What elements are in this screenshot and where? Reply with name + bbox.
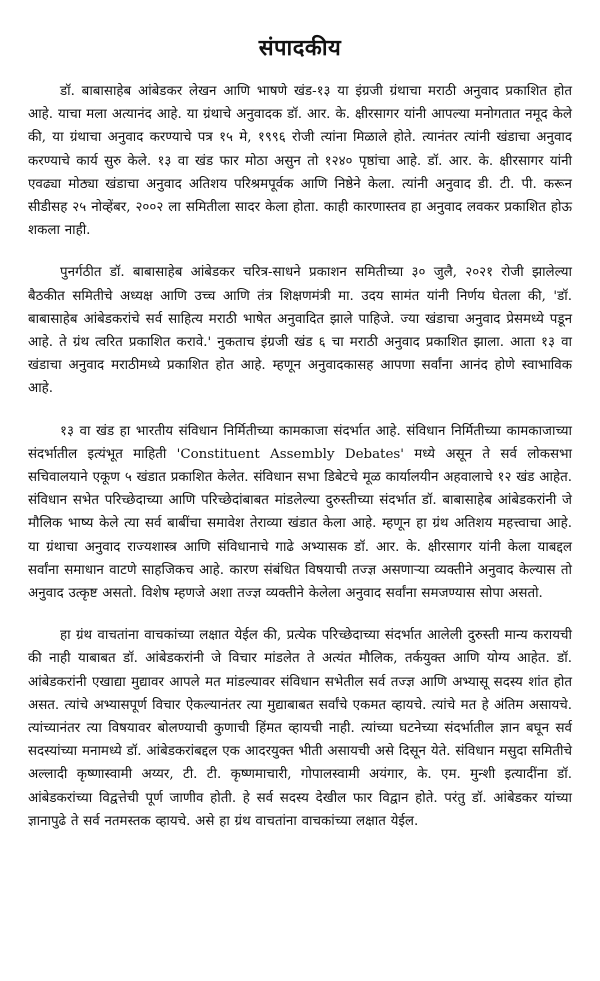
paragraph-3: १३ वा खंड हा भारतीय संविधान निर्मितीच्या कामकाजा संदर्भात आहे. संविधान निर्मितीच्या कामकाजाच्या संदर्भातील इत्यंभूत माहिती 'Constituent Assembly Debates' मध्ये असून ते सर्व लोकसभा सचिवालयाने एकूण ५ खंडात प्रकाशित केलेत. संविधान सभा डिबेटचे मूळ कार्यालयीन अहवालाचे १२ खंड आहेत. संविधान सभेत परिच्छेदाच्या आणि परिच्छेदांबाबत मांडलेल्या दुरुस्तीच्या संदर्भात डॉ. बाबासाहेब आंबेडकरांनी जे मौलिक भाष्य केले त्या सर्व बाबींचा समावेश तेराव्या खंडात केला आहे. म्हणून हा ग्रंथ अतिशय महत्त्वाचा आहे. या ग्रंथाचा अनुवाद राज्यशास्त्र आणि संविधानाचे गाढे अभ्यासक डॉ. आर. के. क्षीरसागर यांनी केला याबद्दल सर्वांना समाधान वाटणे साहजिकच आहे. कारण संबंधित विषयाची तज्ज्ञ असणाऱ्या व्यक्तीने अनुवाद केल्यास तो अनुवाद उत्कृष्ट असतो. विशेष म्हणजे अशा तज्ज्ञ व्यक्तीने केलेला अनुवाद सर्वांना समजण्यास सोपा असतो. (28, 423, 572, 602)
page-title: संपादकीय (258, 35, 342, 61)
paragraph-2: पुनर्गठीत डॉ. बाबासाहेब आंबेडकर चरित्र-साधने प्रकाशन समितीच्या ३० जुलै, २०२१ रोजी झालेल्या बैठकीत समितीचे अध्यक्ष आणि उच्च आणि तंत्र शिक्षणमंत्री मा. उदय सामंत यांनी निर्णय घेतला की, 'डॉ. बाबासाहेब आंबेडकरांचे सर्व साहित्य मराठी भाषेत अनुवादित झाले पाहिजे. ज्या खंडाचा अनुवाद प्रेसमध्ये पडून आहे. ते ग्रंथ त्वरित प्रकाशित करावे.' नुकताच इंग्रजी खंड ६ चा मराठी अनुवाद प्रकाशित झाला. आता १३ वा खंडाचा अनुवाद मराठीमध्ये प्रकाशित होत आहे. म्हणून अनुवादकासह आपणा सर्वांना आनंद होणे स्वाभाविक आहे. (28, 265, 572, 397)
paragraph-1: डॉ. बाबासाहेब आंबेडकर लेखन आणि भाषणे खंड-१३ या इंग्रजी ग्रंथाचा मराठी अनुवाद प्रकाशित होत आहे. याचा मला अत्यानंद आहे. या ग्रंथाचे अनुवादक डॉ. आर. के. क्षीरसागर यांनी आपल्या मनोगतात नमूद केले की, या ग्रंथाचा अनुवाद करण्याचे पत्र १५ मे, १९९६ रोजी त्यांना मिळाले होते. त्यानंतर त्यांनी खंडाचा अनुवाद करण्याचे कार्य सुरु केले. १३ वा खंड फार मोठा असुन तो १२४० पृष्ठांचा आहे. डॉ. आर. के. क्षीरसागर यांनी एवढ्या मोठ्या खंडाचा अनुवाद अतिशय परिश्रमपूर्वक आणि निष्ठेने केला. त्यांनी अनुवाद डी. टी. पी. करून सीडीसह २५ नोव्हेंबर, २००२ ला समितीला सादर केला होता. काही कारणास्तव हा अनुवाद लवकर प्रकाशित होऊ शकला नाही. (28, 84, 572, 239)
paragraph-4: हा ग्रंथ वाचतांना वाचकांच्या लक्षात येईल की, प्रत्येक परिच्छेदाच्या संदर्भात आलेली दुरुस्ती मान्य करायची की नाही याबाबत डॉ. आंबेडकरांनी जे विचार मांडलेत ते अत्यंत मौलिक, तर्कयुक्त आणि योग्य आहेत. डॉ. आंबेडकरांनी एखाद्या मुद्यावर आपले मत मांडल्यावर संविधान सभेतील सर्व तज्ज्ञ आणि अभ्यासू सदस्य शांत होत असत. त्यांचे अभ्यासपूर्ण विचार ऐकल्यानंतर त्या मुद्याबाबत सर्वांचे एकमत व्हायचे. त्यांचे मत हे अंतिम असायचे. त्यांच्यानंतर त्या विषयावर बोलण्याची कुणाची हिंमत व्हायची नाही. त्यांच्या घटनेच्या संदर्भातील ज्ञान बघून सर्व सदस्यांच्या मनामध्ये डॉ. आंबेडकरांबद्दल एक आदरयुक्त भीती असायची असे दिसून येते. संविधान मसुदा समितीचे अल्लादी कृष्णास्वामी अय्यर, टी. टी. कृष्णमाचारी, गोपालस्वामी अयंगार, के. एम. मुन्शी इत्यादींना डॉ. आंबेडकरांच्या विद्वत्तेची पूर्ण जाणीव होती. हे सर्व सदस्य देखील फार विद्वान होते. परंतु डॉ. आंबेडकर यांच्या ज्ञानापुढे ते सर्व नतमस्तक व्हायचे. असे हा ग्रंथ वाचतांना वाचकांच्या लक्षात येईल. (28, 628, 572, 829)
